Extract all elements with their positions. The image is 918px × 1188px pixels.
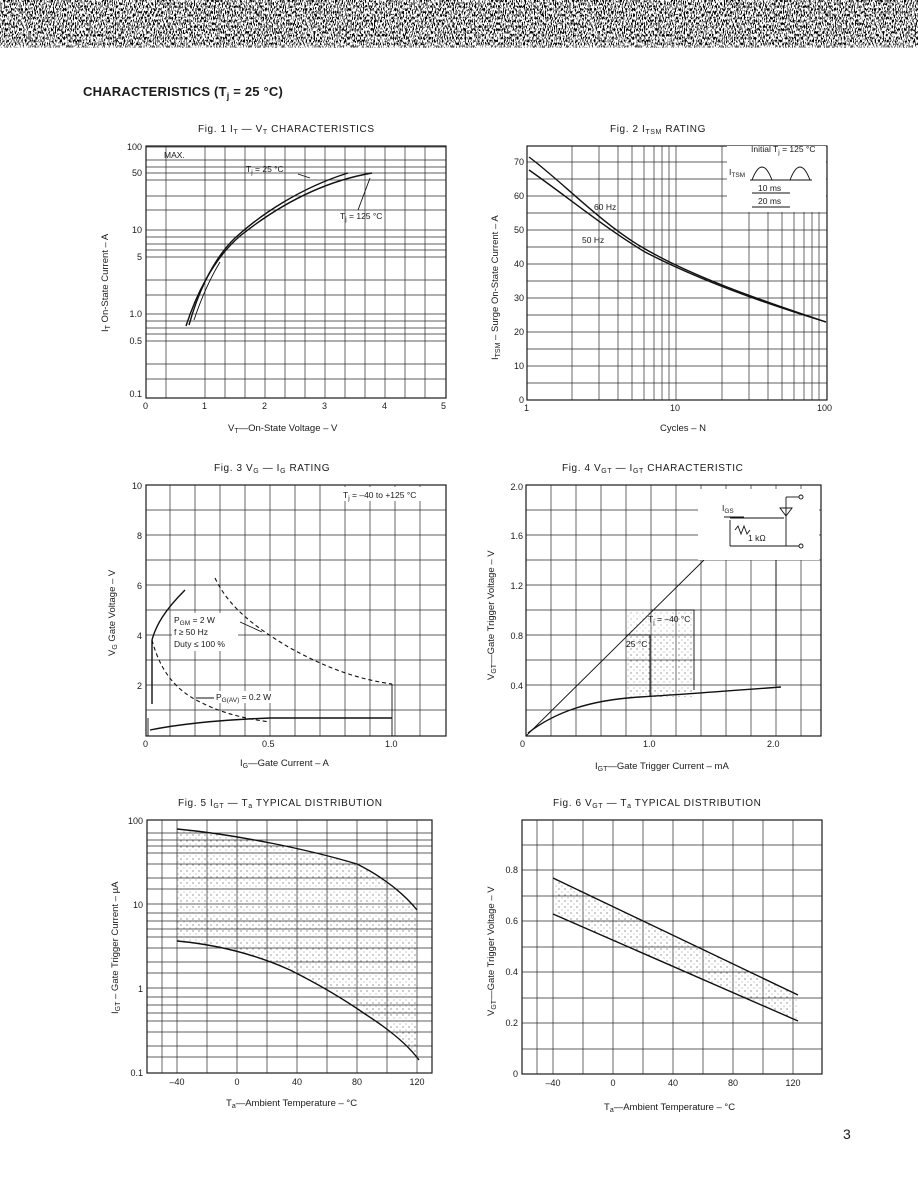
fig1-xlabel: $V_T—On$-State Voltage – V	[228, 423, 338, 435]
svg-text:30: 30	[513, 293, 524, 303]
svg-text:10: 10	[513, 361, 524, 371]
svg-text:0: 0	[518, 395, 524, 405]
fig5-xlabel: $T_a—Ambient$ Temperature – °C	[226, 1098, 358, 1110]
svg-text:0.8: 0.8	[510, 631, 523, 641]
fig1-curve-inner	[194, 262, 220, 320]
svg-text:10: 10	[670, 403, 681, 413]
fig5-yticks	[128, 816, 143, 1078]
fig1-yticks	[127, 142, 142, 399]
svg-text:10: 10	[132, 900, 143, 910]
svg-text:5: 5	[136, 252, 142, 262]
fig5-xticks	[169, 1077, 424, 1087]
fig3-ylabel: $V_G$ Gate Voltage – V	[107, 569, 119, 656]
svg-text:1: 1	[137, 984, 143, 994]
svg-text:40: 40	[291, 1077, 303, 1087]
fig3-duty-label: Duty ≤ 100 %	[174, 639, 225, 649]
fig4-ylabel: $V_{GT}—Gate$ Trigger Voltage – V	[486, 550, 498, 680]
fig5-ylabel: $I_{GT}$ – Gate Trigger Current – µA	[110, 881, 122, 1014]
fig6-lower-line	[553, 914, 798, 1021]
svg-text:0.8: 0.8	[505, 865, 518, 875]
fig4-xticks	[520, 739, 780, 749]
page-number: 3	[843, 1126, 851, 1142]
page-title: CHARACTERISTICS ($T_j = 25$ °C)	[83, 84, 284, 101]
fig3-tj-label: $T_j = -40$ to +125 °C	[343, 490, 417, 502]
svg-text:1.0: 1.0	[385, 739, 398, 749]
fig3-curve-igm	[150, 718, 392, 730]
svg-text:4: 4	[382, 401, 388, 411]
svg-text:2.0: 2.0	[767, 739, 780, 749]
svg-text:80: 80	[727, 1078, 739, 1088]
fig3-xticks	[143, 739, 398, 749]
fig1-ylabel: $I_T$ On-State Current – A	[100, 233, 112, 332]
fig5-title: Fig. 5 $I_{GT}$ — $T_a$ TYPICAL DISTRIBUTION	[178, 798, 383, 810]
svg-text:0: 0	[234, 1077, 240, 1087]
svg-text:–40: –40	[169, 1077, 185, 1087]
svg-text:120: 120	[409, 1077, 425, 1087]
svg-text:3: 3	[322, 401, 328, 411]
fig5-chart	[110, 798, 432, 1110]
fig4-inset-1k: 1 kΩ	[748, 533, 766, 543]
fig3-curve-pgm	[215, 578, 392, 684]
svg-text:0: 0	[143, 739, 149, 749]
svg-text:0.1: 0.1	[130, 1068, 143, 1078]
fig3-pgm-label: $P_{GM} = 2$ W	[174, 615, 215, 627]
svg-text:0.2: 0.2	[505, 1018, 518, 1028]
fig2-title: Fig. 2 $I_{TSM}$ RATING	[610, 124, 706, 136]
svg-text:2: 2	[262, 401, 268, 411]
svg-text:100: 100	[126, 142, 142, 152]
svg-text:40: 40	[513, 259, 524, 269]
svg-text:0.4: 0.4	[505, 967, 518, 977]
svg-text:100: 100	[127, 816, 143, 826]
fig4-inset-igs: $I_{GS}$	[722, 503, 734, 515]
svg-text:2.0: 2.0	[510, 482, 523, 492]
svg-text:0: 0	[520, 739, 526, 749]
fig2-inset-10ms: 10 ms	[758, 183, 782, 193]
svg-text:40: 40	[667, 1078, 679, 1088]
svg-text:1.2: 1.2	[510, 581, 523, 591]
fig6-shaded-region	[553, 878, 798, 1021]
svg-text:120: 120	[785, 1078, 801, 1088]
fig1-max-label: MAX.	[164, 150, 185, 160]
fig6-xlabel: $T_a—Ambient$ Temperature – °C	[604, 1102, 736, 1114]
svg-text:4: 4	[136, 631, 142, 641]
svg-text:0.6: 0.6	[505, 916, 518, 926]
fig3-frame	[146, 485, 446, 736]
svg-text:100: 100	[817, 403, 833, 413]
fig3-pgav-label: $P_{G(AV)} = 0.2$ W	[216, 692, 272, 704]
fig2-xlabel: Cycles – N	[660, 423, 706, 434]
svg-text:0.5: 0.5	[129, 336, 142, 346]
fig6-upper-line	[553, 878, 798, 995]
svg-text:20: 20	[513, 327, 524, 337]
svg-text:0: 0	[610, 1078, 616, 1088]
fig4-xlabel: $I_{GT}—Gate$ Trigger Current – mA	[595, 761, 729, 773]
svg-text:70: 70	[513, 157, 524, 167]
fig1-frame	[146, 146, 446, 398]
fig6-xticks	[545, 1078, 800, 1088]
fig6-ylabel: $V_{GT}—Gate$ Trigger Voltage – V	[486, 886, 498, 1016]
fig2-50hz-label: 50 Hz	[582, 235, 605, 245]
fig6-chart	[486, 798, 822, 1114]
svg-text:2: 2	[136, 681, 142, 691]
svg-text:8: 8	[136, 531, 142, 541]
fig2-inset-tj: Initial $T_j = 125$ °C	[751, 144, 816, 156]
fig2-chart	[490, 124, 832, 434]
svg-text:10: 10	[131, 481, 142, 491]
fig3-grid	[146, 485, 446, 736]
fig2-inset-itsm: $I_{TSM}$	[729, 167, 746, 179]
fig6-yticks	[505, 865, 518, 1079]
fig3-yticks	[132, 481, 142, 691]
svg-text:1: 1	[202, 401, 208, 411]
svg-text:60: 60	[513, 191, 524, 201]
fig4-title: Fig. 4 $V_{GT}$ — $I_{GT}$ CHARACTERISTIC	[562, 463, 744, 475]
fig3-freq-label: f ≥ 50 Hz	[174, 627, 208, 637]
svg-text:0.5: 0.5	[262, 739, 275, 749]
fig4-yticks	[510, 482, 523, 691]
fig1-tj125-label: $T_j = 125$ °C	[340, 211, 383, 223]
fig4-chart	[486, 463, 821, 773]
fig2-60hz-label: 60 Hz	[594, 202, 617, 212]
svg-text:0: 0	[143, 401, 149, 411]
fig3-xlabel: $I_G—Gate$ Current – A	[240, 758, 329, 770]
fig2-inset-20ms: 20 ms	[758, 196, 782, 206]
fig3-chart	[107, 463, 446, 770]
svg-text:0: 0	[512, 1069, 518, 1079]
fig1-xticks	[143, 401, 446, 411]
fig1-tj25-label: $T_j = 25$ °C	[246, 164, 284, 176]
fig1-grid	[146, 146, 446, 398]
fig3-title: Fig. 3 $V_G$ — $I_G$ RATING	[214, 463, 331, 475]
svg-text:1: 1	[524, 403, 530, 413]
svg-text:0.4: 0.4	[510, 681, 523, 691]
svg-text:0.1: 0.1	[129, 389, 142, 399]
fig2-yticks	[514, 157, 524, 405]
fig1-chart	[100, 124, 446, 435]
svg-text:10: 10	[131, 225, 142, 235]
svg-text:6: 6	[136, 581, 142, 591]
svg-text:50: 50	[513, 225, 524, 235]
svg-text:50: 50	[131, 168, 142, 178]
fig1-title: Fig. 1 $I_T$ — $V_T$ CHARACTERISTICS	[198, 124, 375, 136]
fig2-xticks	[524, 403, 832, 413]
fig4-25c-label: 25 °C	[626, 639, 648, 649]
fig4-tjm40-label: $T_j = -40$ °C	[648, 614, 691, 626]
svg-text:–40: –40	[545, 1078, 561, 1088]
svg-text:1.0: 1.0	[129, 309, 142, 319]
fig6-title: Fig. 6 $V_{GT}$ — $T_a$ TYPICAL DISTRIBUTION	[553, 798, 762, 810]
svg-text:1.0: 1.0	[643, 739, 656, 749]
svg-text:1.6: 1.6	[510, 531, 523, 541]
fig4-inset-bg	[698, 489, 819, 560]
svg-text:5: 5	[441, 401, 447, 411]
svg-text:80: 80	[351, 1077, 363, 1087]
fig2-ylabel: $I_{TSM}$ – Surge On-State Current – A	[490, 215, 502, 360]
